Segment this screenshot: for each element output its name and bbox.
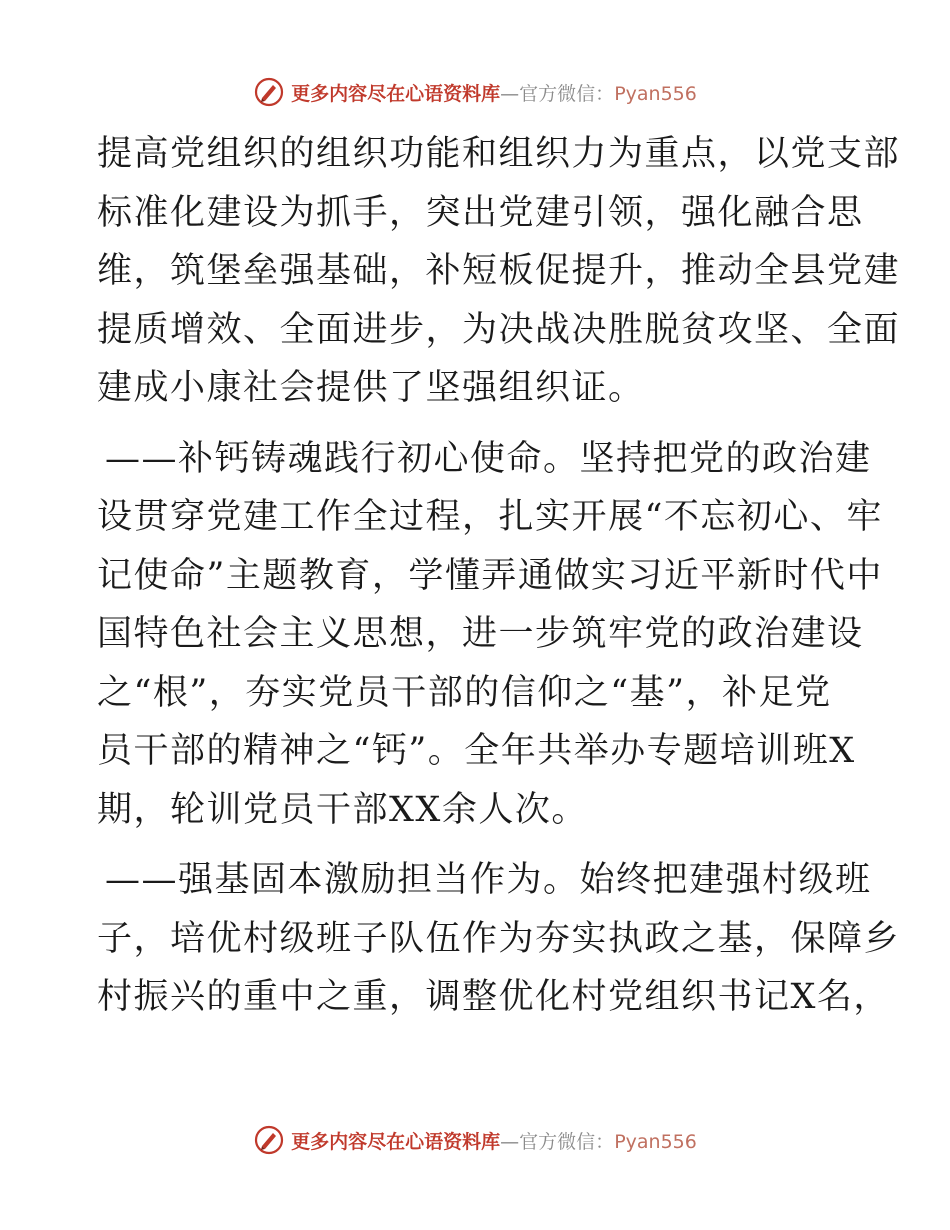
text-line: ——强基固本激励担当作为。始终把建强村级班 — [105, 860, 872, 900]
pen-quill-logo-icon — [253, 76, 285, 108]
paragraph-3 — [97, 851, 901, 1027]
paragraph-2 — [97, 430, 883, 840]
text-line: 提高党组织的组织功能和组织力为重点，以党支部 — [97, 134, 901, 174]
header-banner — [0, 72, 950, 112]
text-line: 维，筑堡垒强基础，补短板促提升，推动全县党建 — [97, 251, 901, 291]
paragraph-1 — [97, 125, 901, 418]
footer-banner — [0, 1120, 950, 1160]
text-line: 标准化建设为抓手，突出党建引领，强化融合思 — [97, 192, 864, 233]
text-line: 记使命”主题教育，学懂弄通做实习近平新时代中 — [97, 555, 883, 596]
text-line: 之“根”，夯实党员干部的信仰之“基”，补足党 — [97, 672, 832, 713]
text-line: 提质增效、全面进步，为决战决胜脱贫攻坚、全面 — [97, 309, 901, 350]
text-line: 建成小康社会提供了坚强组织证。 — [97, 368, 645, 408]
text-line: 员干部的精神之“钙”。全年共举办专题培训班X — [97, 731, 856, 771]
text-line: 期，轮训党员干部XX余人次。 — [97, 789, 588, 830]
text-line: 设贯穿党建工作全过程，扎实开展“不忘初心、牢 — [97, 497, 883, 537]
banner-text: 更多内容尽在心语资料库—官方微信：Pyan556 — [291, 1130, 697, 1153]
pen-quill-logo-icon — [253, 1124, 285, 1156]
text-line: 村振兴的重中之重，调整优化村党组织书记X名， — [97, 977, 890, 1017]
document-body — [97, 125, 901, 1027]
banner-text: 更多内容尽在心语资料库—官方微信：Pyan556 — [291, 82, 697, 105]
text-line: 国特色社会主义思想，进一步筑牢党的政治建设 — [97, 614, 864, 654]
text-line: ——补钙铸魂践行初心使命。坚持把党的政治建 — [105, 438, 872, 479]
text-line: 子，培优村级班子队伍作为夯实执政之基，保障乡 — [97, 918, 901, 959]
